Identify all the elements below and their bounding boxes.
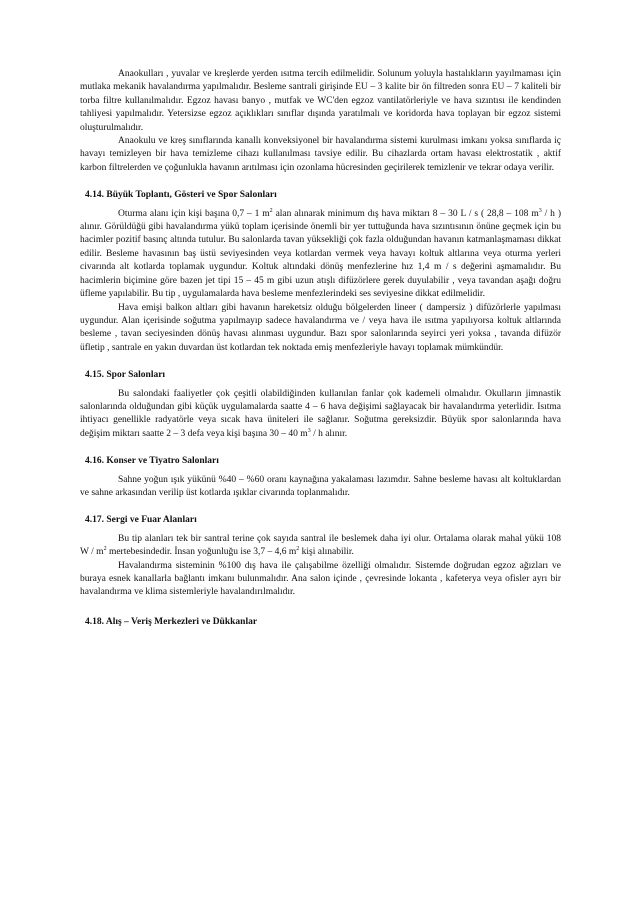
superscript: 3: [307, 427, 311, 434]
text-segment: kişi alınabilir.: [299, 547, 354, 558]
heading-4-17: 4.17. Sergi ve Fuar Alanları: [85, 515, 197, 526]
heading-4-14: 4.14. Büyük Toplantı, Gösteri ve Spor Salonları: [85, 190, 277, 201]
superscript: 2: [296, 546, 300, 553]
document-page: [80, 68, 561, 629]
text-segment: / h alınır.: [310, 428, 348, 439]
text-segment: mertebesindedir. İnsan yoğunluğu ise 3,7 – 4,6 m: [106, 547, 297, 558]
paragraph-air-exhaust: Hava emişi balkon altları gibi havanın hareketsiz olduğu bölgelerden lineer ( dampersiz ) difüzörlerle yapılması uygundur. Alan içerisinde soğutma yapılmayıp sadece havalandırma ve / veya hava ile ısıtma yapılıyorsa koltuk altlarında besleme , tavan seciyesinden dönüş havası alınması uygundur. Bazı spor salonlarında seyirci yeri yoksa , tavanda difüzör üfletip , santrale en yakın duvardan üst kotlardan tek noktada emiş menfezleriyle havayı toplamak mümkündür.: [80, 302, 561, 353]
superscript: 2: [269, 207, 273, 214]
paragraph-kindergarten-ventilation: Anaokulları , yuvalar ve kreşlerde yerden ısıtma tercih edilmelidir. Solunum yoluyla hastalıkların yayılmaması için mutlaka mekanik havalandırma yapılmalıdır. Besleme santrali girişinde EU – 3 kalite bir ön filtreden sonra EU – 7 kaliteli bir torba filtre kullanılmalıdır. Egzoz havası banyo , mutfak ve WC'den egzoz vantilatörleriyle ve hava sızıntısı ile kendinden tahliyesi yapılmalıdır. Yetersizse egzoz açıklıkları sınıflar dışında yaratılmalı ve koridorda hava toplayan bir egzoz sistemi oluşturulmalıdır.: [80, 69, 561, 133]
paragraph-meeting-halls: [80, 208, 561, 302]
heading-4-16: 4.16. Konser ve Tiyatro Salonları: [85, 456, 219, 467]
superscript: 2: [103, 546, 107, 553]
heading-4-15: 4.15. Spor Salonları: [85, 370, 166, 381]
text-segment: Oturma alanı için kişi başına 0,7 – 1 m: [118, 208, 270, 219]
text-segment: Bu tip alanları tek bir santral terine çok sayıda santral ile beslemek daha iyi olur. Ortalama olarak mahal yükü 108 W / m: [80, 533, 561, 558]
paragraph-exhibition-areas: [80, 533, 561, 560]
text-segment: alan alınarak minimum dış hava miktarı 8 – 30 L / s ( 28,8 – 108 m: [272, 208, 539, 219]
text-segment: / h ) alınır. Görüldüğü gibi havalandırma yükü toplam içerisinde önemli bir yer tuttuğunda hava sızıntısının önüne geçmek için bu hacimler pozitif basınç altında tutulur. Bu salonlarda tavan yüksekliği çok fazla olduğundan havanın katmanlaşmaması dikkat edilir. Besleme havasının baş üstü seviyesinden veya kotlardan vermek veya havayı koltuk altlarına veya oturma yerleri civarında alt kotlarda toplamak uygundur. Koltuk altındaki dönüş menfezlerine hız 1,4 m / s değerini aşmamalıdır. Bu hacimlerin biçimine göre bazen jet tipi 15 – 45 m gibi uzun atışlı difüzörlere gerek duyulabilir , veya tavandan aşağı doğru üfleme yapılabilir. Bu tip , uygulamalarda hava besleme menfezlerindeki ses seviyesine dikkat edilmelidir.: [80, 208, 561, 300]
superscript: 3: [538, 207, 542, 214]
paragraph-concert-halls: Sahne yoğun ışık yükünü %40 – %60 oranı kaynağına yakalaması lazımdır. Sahne besleme havası alt koltuklardan ve sahne arkasından verilip üst kotlarda ışıklar civarında toplanmalıdır.: [80, 474, 561, 498]
paragraph-air-cleaner: Anaokulu ve kreş sınıflarında kanallı konveksiyonel bir havalandırma sistemi kurulması imkanı yoksa sınıflarda iç havayı temizleyen bir hava temizleme cihazı kullanılması tavsiye edilir. Bu cihazlarda ortam havası elektrostatik , aktif karbon filtrelerden ve çoğunlukla havanın arıtılması için ozonlama hücresinden geçirilerek temizlenir ve tekrar odaya verilir.: [80, 136, 561, 173]
paragraph-sports-halls: [80, 388, 561, 442]
paragraph-exhibition-ventilation: Havalandırma sisteminin %100 dış hava ile çalışabilme özelliği olmalıdır. Sistemde doğrudan egzoz ağızları ve buraya esnek kanallarla bağlantı imkanı bulunmalıdır. Ana salon içinde , çevresinde lokanta , kafeterya veya ofisler ayrı bir havalandırma ve klima sistemleriyle havalandırılmalıdır.: [80, 560, 561, 598]
text-segment: Bu salondaki faaliyetler çok çeşitli olabildiğinden kullanılan fanlar çok kademeli olmalıdır. Okulların jimnastik salonlarında olduğundan gibi küçük uygulamalarda saatte 4 – 6 hava değişimi sağlayacak bir havalandırma yeterlidir. Isıtma ihtiyacı genellikle radyatörle veya sıcak hava üniteleri ile sağlanır. Soğutma gereksizdir. Büyük spor salonlarında hava değişim miktarı saatte 2 – 3 defa veya kişi başına 30 – 40 m: [80, 388, 561, 439]
heading-4-18: 4.18. Alış – Veriş Merkezleri ve Dükkanlar: [85, 616, 258, 627]
